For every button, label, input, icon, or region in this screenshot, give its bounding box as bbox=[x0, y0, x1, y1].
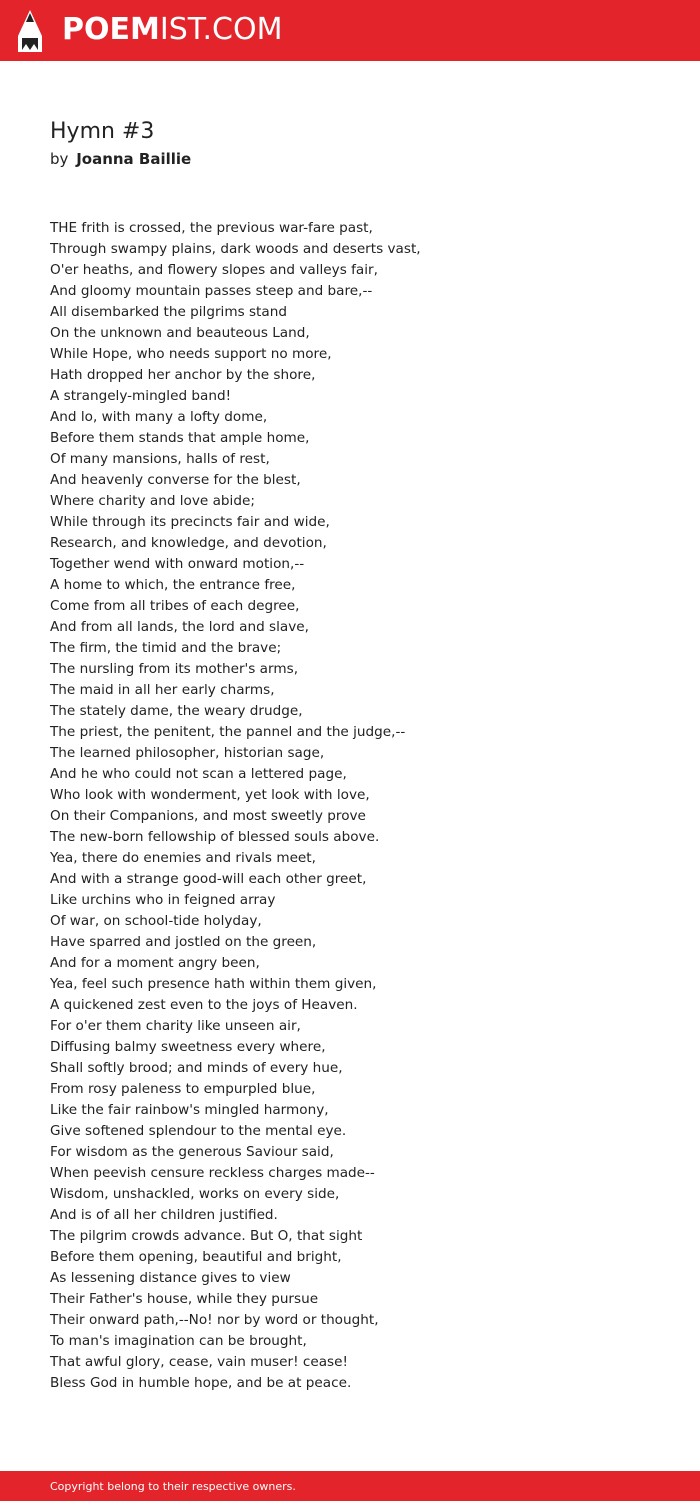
poem-line: Give softened splendour to the mental eye. bbox=[50, 1123, 347, 1139]
poem-line: Have sparred and jostled on the green, bbox=[50, 934, 317, 950]
poem-line: Like urchins who in feigned array bbox=[50, 892, 276, 908]
copyright-text: Copyright belong to their respective owners. bbox=[50, 1480, 296, 1493]
poem-line: And for a moment angry been, bbox=[50, 955, 260, 971]
poem-line: The learned philosopher, historian sage, bbox=[50, 745, 325, 761]
poem-line: O'er heaths, and flowery slopes and valleys fair, bbox=[50, 262, 378, 278]
poem-line: Wisdom, unshackled, works on every side, bbox=[50, 1186, 340, 1202]
pencil-icon[interactable] bbox=[18, 10, 42, 52]
poem-line: On their Companions, and most sweetly prove bbox=[50, 808, 366, 824]
poem-line: Before them stands that ample home, bbox=[50, 430, 310, 446]
poem-line: Before them opening, beautiful and bright, bbox=[50, 1249, 342, 1265]
poem-line: As lessening distance gives to view bbox=[50, 1270, 291, 1286]
poem-line: Yea, feel such presence hath within them given, bbox=[50, 976, 377, 992]
poem-line: To man's imagination can be brought, bbox=[50, 1333, 307, 1349]
poem-line: THE frith is crossed, the previous war-fare past, bbox=[50, 220, 373, 236]
poem-line: And lo, with many a lofty dome, bbox=[50, 409, 268, 425]
poem-body bbox=[50, 218, 670, 1394]
logo-text-light: IST.COM bbox=[159, 12, 283, 47]
site-logo[interactable] bbox=[62, 12, 282, 48]
author-name[interactable]: Joanna Baillie bbox=[76, 150, 192, 168]
byline bbox=[50, 149, 191, 169]
poem-line: Like the fair rainbow's mingled harmony, bbox=[50, 1102, 329, 1118]
poem-line: Diffusing balmy sweetness every where, bbox=[50, 1039, 326, 1055]
poem-line: Shall softly brood; and minds of every hue, bbox=[50, 1060, 343, 1076]
logo-text-strong: POEM bbox=[62, 12, 160, 47]
poem-line: And from all lands, the lord and slave, bbox=[50, 619, 309, 635]
poem-line: Of many mansions, halls of rest, bbox=[50, 451, 270, 467]
poem-line: From rosy paleness to empurpled blue, bbox=[50, 1081, 316, 1097]
poem-line: All disembarked the pilgrims stand bbox=[50, 304, 287, 320]
poem-line: The stately dame, the weary drudge, bbox=[50, 703, 303, 719]
poem-line: The nursling from its mother's arms, bbox=[50, 661, 299, 677]
poem-line: Bless God in humble hope, and be at peace. bbox=[50, 1375, 352, 1391]
poem-line: The priest, the penitent, the pannel and the judge,-- bbox=[50, 724, 406, 740]
poem-line: That awful glory, cease, vain muser! cease! bbox=[50, 1354, 348, 1370]
poem-line: And heavenly converse for the blest, bbox=[50, 472, 301, 488]
by-label: by bbox=[50, 150, 69, 168]
poem-line: Of war, on school-tide holyday, bbox=[50, 913, 262, 929]
poem-line: Through swampy plains, dark woods and deserts vast, bbox=[50, 241, 421, 257]
poem-line: Who look with wonderment, yet look with love, bbox=[50, 787, 370, 803]
poem-line: When peevish censure reckless charges made-- bbox=[50, 1165, 375, 1181]
poem-line: While through its precincts fair and wide, bbox=[50, 514, 330, 530]
poem-line: Research, and knowledge, and devotion, bbox=[50, 535, 327, 551]
poem-line: For o'er them charity like unseen air, bbox=[50, 1018, 301, 1034]
poem-line: And with a strange good-will each other greet, bbox=[50, 871, 367, 887]
poem-line: Hath dropped her anchor by the shore, bbox=[50, 367, 316, 383]
poem-line: On the unknown and beauteous Land, bbox=[50, 325, 310, 341]
site-footer bbox=[0, 1471, 700, 1501]
poem-line: Together wend with onward motion,-- bbox=[50, 556, 305, 572]
poem-line: The new-born fellowship of blessed souls above. bbox=[50, 829, 380, 845]
poem-line: A quickened zest even to the joys of Heaven. bbox=[50, 997, 358, 1013]
poem-line: And gloomy mountain passes steep and bare,-- bbox=[50, 283, 373, 299]
poem-title: Hymn #3 bbox=[50, 119, 155, 144]
poem-line: The maid in all her early charms, bbox=[50, 682, 275, 698]
poem-line: Come from all tribes of each degree, bbox=[50, 598, 300, 614]
poem-line: While Hope, who needs support no more, bbox=[50, 346, 332, 362]
poem-line: Their onward path,--No! nor by word or thought, bbox=[50, 1312, 379, 1328]
poem-line: For wisdom as the generous Saviour said, bbox=[50, 1144, 334, 1160]
poem-line: A strangely-mingled band! bbox=[50, 388, 232, 404]
poem-line: A home to which, the entrance free, bbox=[50, 577, 296, 593]
poem-line: And is of all her children justified. bbox=[50, 1207, 278, 1223]
site-header bbox=[0, 0, 700, 61]
poem-line: Yea, there do enemies and rivals meet, bbox=[50, 850, 316, 866]
poem-line: The firm, the timid and the brave; bbox=[50, 640, 282, 656]
poem-line: Where charity and love abide; bbox=[50, 493, 255, 509]
poem-line: The pilgrim crowds advance. But O, that sight bbox=[50, 1228, 363, 1244]
poem-line: And he who could not scan a lettered page, bbox=[50, 766, 347, 782]
poem-line: Their Father's house, while they pursue bbox=[50, 1291, 319, 1307]
